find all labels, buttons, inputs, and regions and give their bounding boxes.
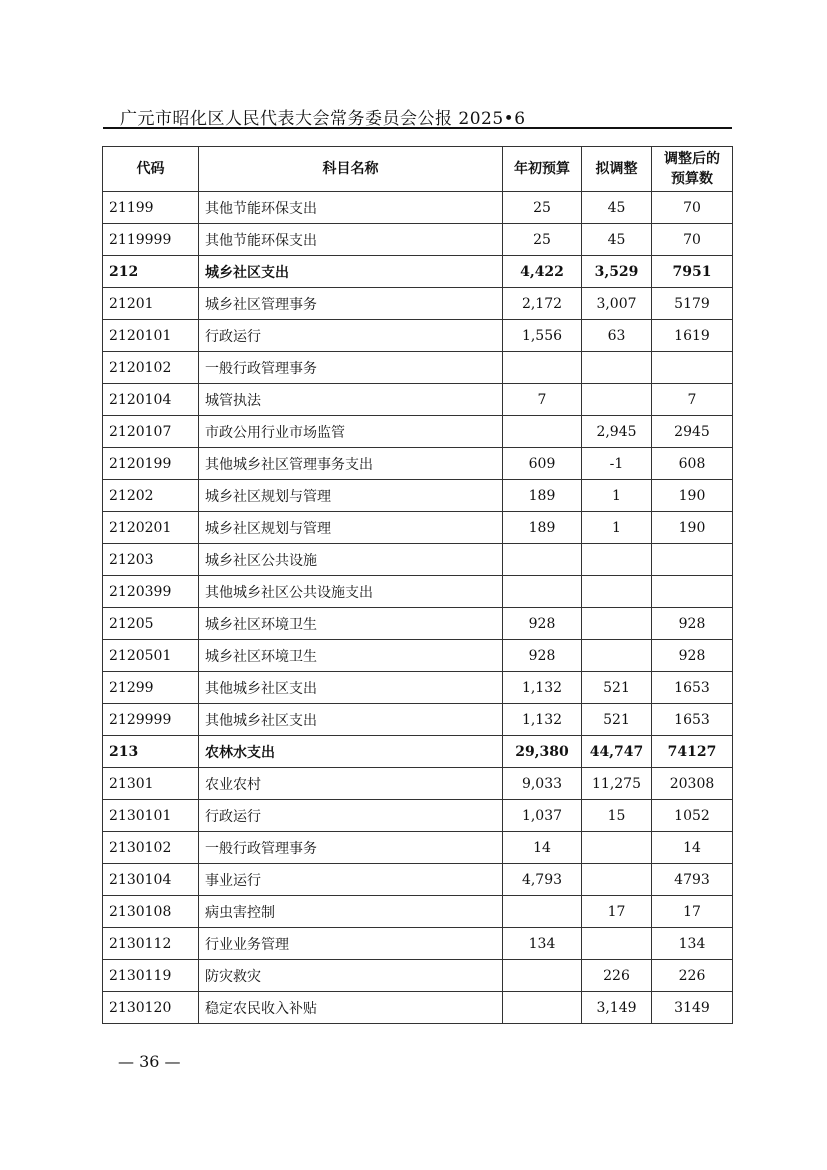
cell-code: 21199 (103, 192, 199, 224)
cell-proposed-adjustment: 2,945 (582, 416, 652, 448)
cell-adjusted-budget: 4793 (652, 864, 733, 896)
cell-proposed-adjustment: 1 (582, 512, 652, 544)
cell-initial-budget: 1,132 (503, 704, 582, 736)
cell-subject-name: 事业运行 (199, 864, 503, 896)
cell-initial-budget: 4,793 (503, 864, 582, 896)
cell-adjusted-budget: 74127 (652, 736, 733, 768)
table-row (103, 480, 733, 512)
cell-proposed-adjustment: 3,149 (582, 992, 652, 1024)
cell-code: 2120107 (103, 416, 199, 448)
col-header-name: 科目名称 (199, 147, 503, 192)
cell-adjusted-budget: 226 (652, 960, 733, 992)
cell-initial-budget: 7 (503, 384, 582, 416)
cell-initial-budget: 25 (503, 192, 582, 224)
table-row (103, 416, 733, 448)
cell-initial-budget: 1,037 (503, 800, 582, 832)
cell-subject-name: 农业农村 (199, 768, 503, 800)
budget-table-head (103, 147, 733, 192)
cell-subject-name: 城乡社区规划与管理 (199, 512, 503, 544)
cell-code: 2130119 (103, 960, 199, 992)
cell-code: 213 (103, 736, 199, 768)
col-header-code: 代码 (103, 147, 199, 192)
cell-proposed-adjustment: 521 (582, 672, 652, 704)
table-row (103, 192, 733, 224)
cell-initial-budget: 29,380 (503, 736, 582, 768)
table-row (103, 960, 733, 992)
bulletin-header-title: 广元市昭化区人民代表大会常务委员会公报 2025•6 (120, 109, 526, 129)
cell-subject-name: 城乡社区环境卫生 (199, 640, 503, 672)
cell-proposed-adjustment (582, 352, 652, 384)
cell-subject-name: 防灾救灾 (199, 960, 503, 992)
cell-adjusted-budget: 14 (652, 832, 733, 864)
cell-code: 2120101 (103, 320, 199, 352)
cell-initial-budget: 1,556 (503, 320, 582, 352)
cell-subject-name: 行政运行 (199, 800, 503, 832)
table-row (103, 320, 733, 352)
col-header-adjusted-line1: 调整后的 (664, 151, 720, 167)
cell-code: 21203 (103, 544, 199, 576)
cell-adjusted-budget: 7 (652, 384, 733, 416)
cell-adjusted-budget: 190 (652, 512, 733, 544)
cell-code: 2120399 (103, 576, 199, 608)
cell-proposed-adjustment: 11,275 (582, 768, 652, 800)
cell-subject-name: 城乡社区规划与管理 (199, 480, 503, 512)
cell-code: 21201 (103, 288, 199, 320)
cell-proposed-adjustment (582, 928, 652, 960)
cell-code: 21301 (103, 768, 199, 800)
table-row (103, 672, 733, 704)
cell-initial-budget: 609 (503, 448, 582, 480)
header-row (103, 147, 733, 192)
cell-proposed-adjustment (582, 384, 652, 416)
cell-adjusted-budget: 7951 (652, 256, 733, 288)
cell-code: 2129999 (103, 704, 199, 736)
col-header-initial-budget: 年初预算 (503, 147, 582, 192)
table-row (103, 512, 733, 544)
table-row (103, 640, 733, 672)
cell-initial-budget (503, 416, 582, 448)
budget-table-body (103, 192, 733, 1024)
cell-initial-budget (503, 992, 582, 1024)
cell-subject-name: 城乡社区环境卫生 (199, 608, 503, 640)
cell-subject-name: 行业业务管理 (199, 928, 503, 960)
table-row (103, 928, 733, 960)
cell-proposed-adjustment (582, 544, 652, 576)
cell-initial-budget: 189 (503, 480, 582, 512)
table-row (103, 736, 733, 768)
cell-code: 21202 (103, 480, 199, 512)
cell-proposed-adjustment: 3,529 (582, 256, 652, 288)
table-row (103, 832, 733, 864)
table-row (103, 800, 733, 832)
cell-subject-name: 一般行政管理事务 (199, 352, 503, 384)
cell-initial-budget (503, 960, 582, 992)
table-row (103, 544, 733, 576)
cell-code: 2130112 (103, 928, 199, 960)
cell-code: 2119999 (103, 224, 199, 256)
col-header-proposed-adjustment: 拟调整 (582, 147, 652, 192)
table-row (103, 704, 733, 736)
table-row (103, 768, 733, 800)
cell-code: 2130120 (103, 992, 199, 1024)
cell-code: 2120102 (103, 352, 199, 384)
cell-proposed-adjustment (582, 608, 652, 640)
cell-code: 2130104 (103, 864, 199, 896)
cell-subject-name: 其他节能环保支出 (199, 192, 503, 224)
page-number: — 36 — (118, 1052, 181, 1071)
cell-initial-budget (503, 544, 582, 576)
col-header-adjusted-budget (652, 147, 733, 192)
table-row (103, 288, 733, 320)
cell-initial-budget: 2,172 (503, 288, 582, 320)
cell-proposed-adjustment: 226 (582, 960, 652, 992)
cell-initial-budget: 1,132 (503, 672, 582, 704)
table-row (103, 384, 733, 416)
cell-subject-name: 其他节能环保支出 (199, 224, 503, 256)
header-divider (103, 127, 732, 129)
cell-proposed-adjustment (582, 864, 652, 896)
cell-adjusted-budget: 1653 (652, 704, 733, 736)
cell-code: 212 (103, 256, 199, 288)
cell-subject-name: 城乡社区支出 (199, 256, 503, 288)
cell-initial-budget (503, 352, 582, 384)
cell-proposed-adjustment: 45 (582, 224, 652, 256)
cell-code: 2120501 (103, 640, 199, 672)
cell-subject-name: 其他城乡社区支出 (199, 704, 503, 736)
cell-proposed-adjustment: 63 (582, 320, 652, 352)
budget-table (102, 146, 733, 1024)
col-header-adjusted-line2: 预算数 (671, 171, 713, 187)
cell-initial-budget: 25 (503, 224, 582, 256)
table-row (103, 448, 733, 480)
cell-proposed-adjustment: 45 (582, 192, 652, 224)
table-row (103, 224, 733, 256)
cell-proposed-adjustment (582, 576, 652, 608)
cell-proposed-adjustment: 1 (582, 480, 652, 512)
table-row (103, 896, 733, 928)
table-row (103, 992, 733, 1024)
cell-adjusted-budget: 608 (652, 448, 733, 480)
cell-initial-budget: 9,033 (503, 768, 582, 800)
cell-adjusted-budget: 134 (652, 928, 733, 960)
cell-adjusted-budget: 190 (652, 480, 733, 512)
cell-subject-name: 其他城乡社区支出 (199, 672, 503, 704)
cell-proposed-adjustment: 44,747 (582, 736, 652, 768)
cell-adjusted-budget (652, 544, 733, 576)
cell-subject-name: 行政运行 (199, 320, 503, 352)
cell-adjusted-budget: 1052 (652, 800, 733, 832)
cell-adjusted-budget: 70 (652, 192, 733, 224)
table-row (103, 576, 733, 608)
cell-initial-budget: 928 (503, 608, 582, 640)
cell-proposed-adjustment (582, 640, 652, 672)
cell-adjusted-budget: 3149 (652, 992, 733, 1024)
cell-adjusted-budget: 70 (652, 224, 733, 256)
cell-initial-budget (503, 576, 582, 608)
cell-subject-name: 稳定农民收入补贴 (199, 992, 503, 1024)
cell-subject-name: 城乡社区管理事务 (199, 288, 503, 320)
cell-adjusted-budget (652, 576, 733, 608)
table-row (103, 864, 733, 896)
cell-proposed-adjustment: 3,007 (582, 288, 652, 320)
cell-code: 2120199 (103, 448, 199, 480)
cell-code: 2130102 (103, 832, 199, 864)
cell-subject-name: 城乡社区公共设施 (199, 544, 503, 576)
cell-initial-budget: 14 (503, 832, 582, 864)
cell-code: 2130108 (103, 896, 199, 928)
cell-proposed-adjustment: 15 (582, 800, 652, 832)
cell-adjusted-budget: 1619 (652, 320, 733, 352)
cell-code: 2120201 (103, 512, 199, 544)
cell-subject-name: 农林水支出 (199, 736, 503, 768)
cell-initial-budget: 4,422 (503, 256, 582, 288)
cell-adjusted-budget: 1653 (652, 672, 733, 704)
cell-initial-budget: 189 (503, 512, 582, 544)
cell-code: 2120104 (103, 384, 199, 416)
cell-initial-budget (503, 896, 582, 928)
cell-subject-name: 城管执法 (199, 384, 503, 416)
cell-proposed-adjustment: 521 (582, 704, 652, 736)
cell-adjusted-budget: 2945 (652, 416, 733, 448)
cell-subject-name: 其他城乡社区管理事务支出 (199, 448, 503, 480)
cell-proposed-adjustment (582, 832, 652, 864)
cell-adjusted-budget: 928 (652, 608, 733, 640)
cell-proposed-adjustment: -1 (582, 448, 652, 480)
cell-adjusted-budget: 928 (652, 640, 733, 672)
cell-code: 2130101 (103, 800, 199, 832)
cell-subject-name: 病虫害控制 (199, 896, 503, 928)
cell-subject-name: 一般行政管理事务 (199, 832, 503, 864)
cell-adjusted-budget: 17 (652, 896, 733, 928)
table-row (103, 352, 733, 384)
cell-initial-budget: 928 (503, 640, 582, 672)
cell-code: 21299 (103, 672, 199, 704)
cell-adjusted-budget (652, 352, 733, 384)
cell-initial-budget: 134 (503, 928, 582, 960)
table-row (103, 608, 733, 640)
cell-proposed-adjustment: 17 (582, 896, 652, 928)
table-row (103, 256, 733, 288)
cell-subject-name: 其他城乡社区公共设施支出 (199, 576, 503, 608)
cell-adjusted-budget: 5179 (652, 288, 733, 320)
cell-adjusted-budget: 20308 (652, 768, 733, 800)
cell-subject-name: 市政公用行业市场监管 (199, 416, 503, 448)
cell-code: 21205 (103, 608, 199, 640)
